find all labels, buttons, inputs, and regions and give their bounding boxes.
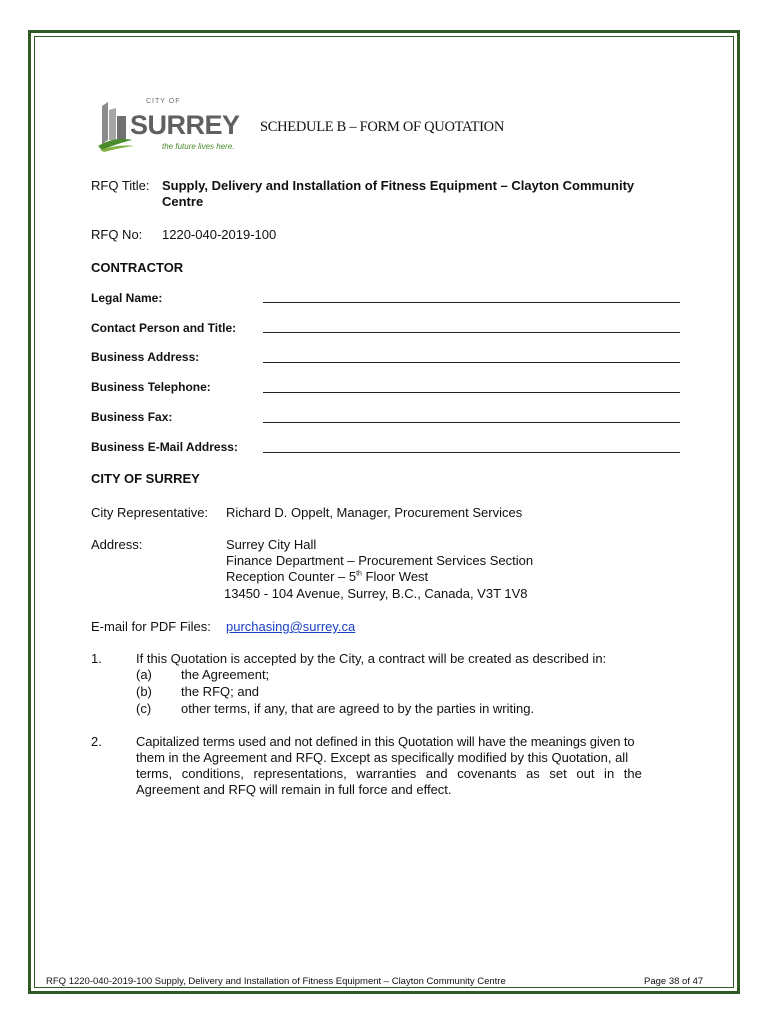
business-email-field[interactable] — [263, 452, 680, 453]
business-address-field[interactable] — [263, 362, 680, 363]
clause-1c-text: other terms, if any, that are agreed to by the parties in writing. — [181, 701, 535, 716]
rfq-title-line1: Supply, Delivery and Installation of Fitness Equipment – Clayton Community — [162, 178, 635, 193]
clause-2-line2: them in the Agreement and RFQ. Except as specifically modified by this Quotation, all — [136, 750, 629, 765]
business-telephone-field[interactable] — [263, 392, 680, 393]
clause-2-line1: Capitalized terms used and not defined in this Quotation will have the meanings given to — [136, 734, 635, 749]
email-link[interactable]: purchasing@surrey.ca — [226, 619, 356, 634]
rfq-title-line2: Centre — [162, 194, 204, 209]
address-line2: Finance Department – Procurement Services Section — [226, 553, 534, 568]
rfq-no-label: RFQ No: — [91, 227, 143, 242]
legal-name-label: Legal Name: — [91, 291, 163, 305]
footer-page-number: Page 38 of 47 — [644, 976, 704, 987]
contact-person-field[interactable] — [263, 332, 680, 333]
address-line4: 13450 - 104 Avenue, Surrey, B.C., Canada, V3T 1V8 — [224, 586, 528, 601]
clause-2-line3: terms, conditions, representations, warranties and covenants as set out in the — [136, 766, 642, 781]
contact-person-label: Contact Person and Title: — [91, 321, 237, 335]
page-title: SCHEDULE B – FORM OF QUOTATION — [260, 119, 505, 135]
rfq-title-label: RFQ Title: — [91, 178, 150, 193]
city-rep-value: Richard D. Oppelt, Manager, Procurement Services — [226, 505, 523, 520]
address-label: Address: — [91, 537, 143, 552]
clause-1a-letter: (a) — [136, 667, 152, 682]
address-line3: Reception Counter – 5th Floor West — [226, 569, 429, 584]
logo-tagline: the future lives here. — [162, 142, 235, 151]
address-line1: Surrey City Hall — [226, 537, 317, 552]
business-fax-label: Business Fax: — [91, 410, 173, 424]
clause-1b-letter: (b) — [136, 684, 152, 699]
city-rep-label: City Representative: — [91, 505, 209, 520]
logo-city-text: CITY OF — [146, 98, 181, 105]
rfq-no-value: 1220-040-2019-100 — [162, 227, 277, 242]
clause-1a-text: the Agreement; — [181, 667, 270, 682]
contractor-heading: CONTRACTOR — [91, 260, 184, 275]
city-heading: CITY OF SURREY — [91, 471, 200, 486]
business-address-label: Business Address: — [91, 350, 200, 364]
business-email-label: Business E-Mail Address: — [91, 440, 238, 454]
clause-2-line4: Agreement and RFQ will remain in full force and effect. — [136, 782, 452, 797]
clause-1b-text: the RFQ; and — [181, 684, 260, 699]
clause-1-number: 1. — [91, 651, 102, 666]
legal-name-field[interactable] — [263, 302, 680, 303]
logo-surrey-text: SURREY — [130, 110, 240, 140]
business-fax-field[interactable] — [263, 422, 680, 423]
clause-2-number: 2. — [91, 734, 102, 749]
city-of-surrey-logo — [96, 98, 244, 156]
footer-left: RFQ 1220-040-2019-100 Supply, Delivery and Installation of Fitness Equipment – Clayton Community Centre — [46, 976, 506, 987]
business-telephone-label: Business Telephone: — [91, 380, 211, 394]
clause-1c-letter: (c) — [136, 701, 152, 716]
clause-1-text: If this Quotation is accepted by the City, a contract will be created as described in: — [136, 651, 607, 666]
email-label: E-mail for PDF Files: — [91, 619, 211, 634]
